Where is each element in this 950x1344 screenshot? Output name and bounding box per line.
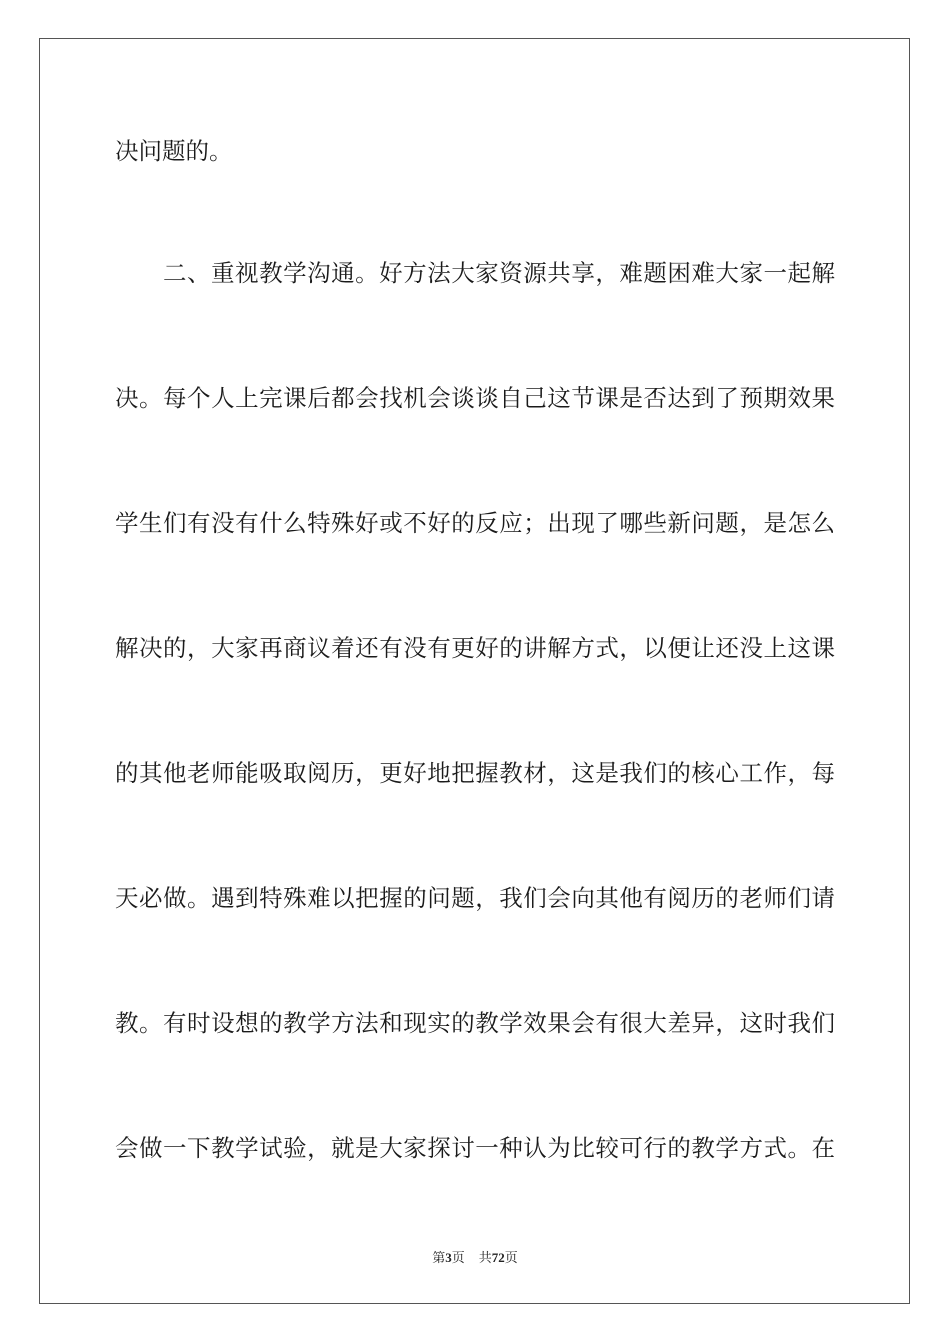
- total-unit: 页: [504, 1250, 518, 1265]
- page-total-number: 72: [491, 1250, 505, 1265]
- page-current-number: 3: [445, 1250, 452, 1265]
- total-prefix: 共: [478, 1250, 492, 1265]
- text-line-7: 天必做。遇到特殊难以把握的问题，我们会向其他有阅历的老师们请: [115, 884, 835, 912]
- text-line-6: 的其他老师能吸取阅历，更好地把握教材，这是我们的核心工作，每: [115, 759, 835, 787]
- page-prefix: 第: [432, 1250, 446, 1265]
- page-border: [39, 38, 910, 1304]
- page-footer: [0, 1249, 950, 1267]
- text-line-3: 决。每个人上完课后都会找机会谈谈自己这节课是否达到了预期效果: [115, 384, 835, 412]
- text-line-1: 决问题的。: [115, 137, 233, 165]
- text-line-9: 会做一下教学试验，就是大家探讨一种认为比较可行的教学方式。在: [115, 1134, 835, 1162]
- text-line-2: 二、重视教学沟通。好方法大家资源共享，难题困难大家一起解: [163, 259, 835, 287]
- page-unit: 页: [451, 1250, 465, 1265]
- text-line-5: 解决的，大家再商议着还有没有更好的讲解方式，以便让还没上这课: [115, 634, 835, 662]
- text-line-4: 学生们有没有什么特殊好或不好的反应；出现了哪些新问题，是怎么: [115, 509, 835, 537]
- text-line-8: 教。有时设想的教学方法和现实的教学效果会有很大差异，这时我们: [115, 1009, 835, 1037]
